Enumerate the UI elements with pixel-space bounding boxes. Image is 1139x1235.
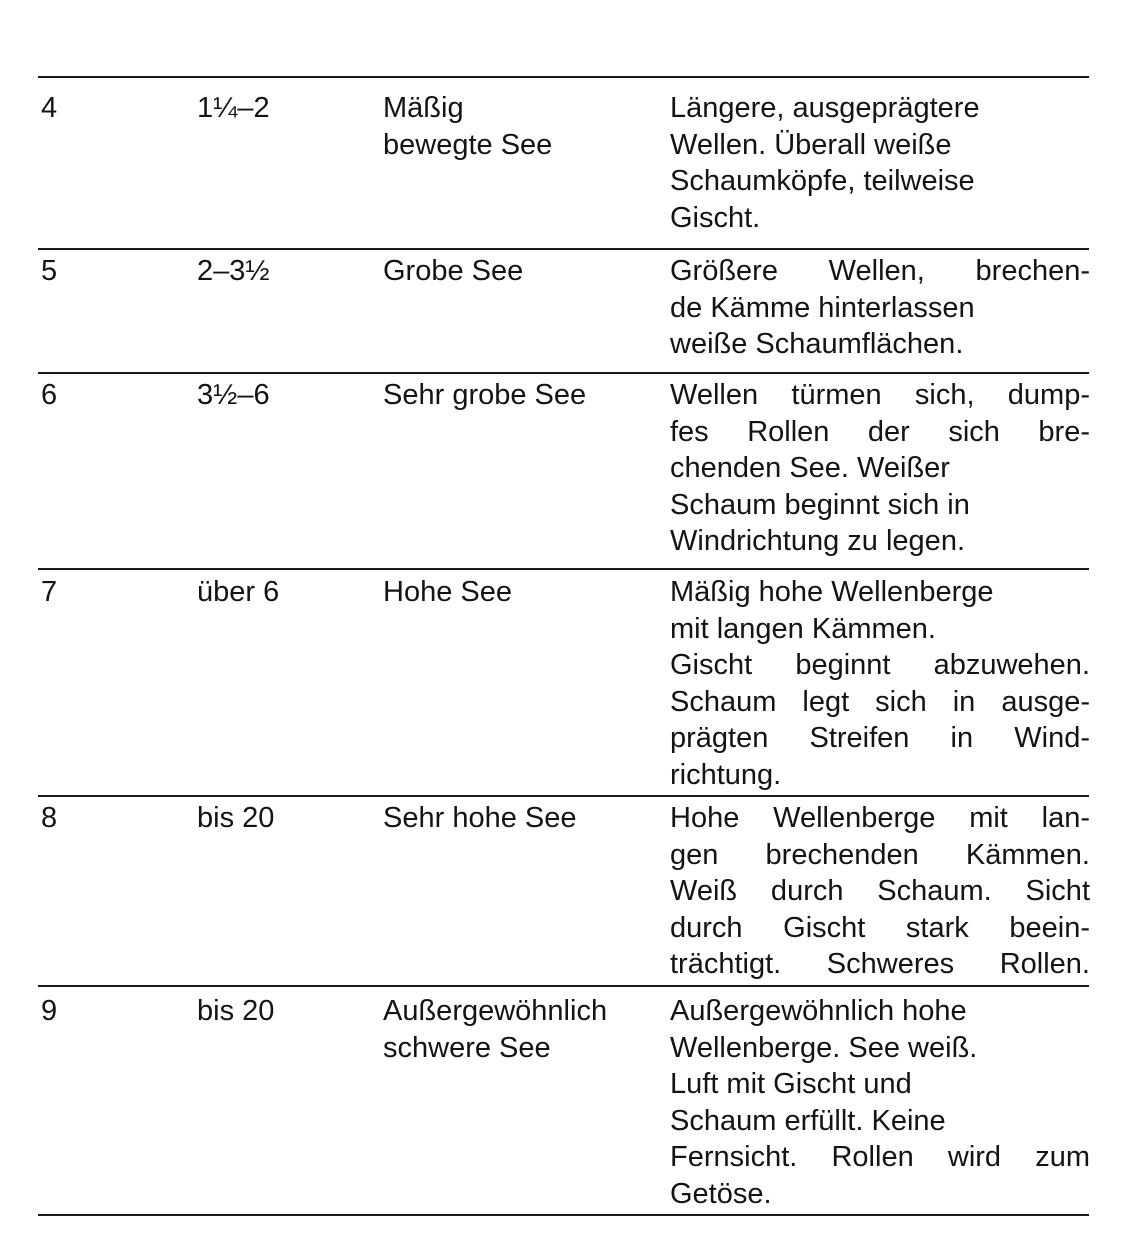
- description-cell: [670, 574, 1090, 793]
- sea-state-name-cell: [383, 574, 512, 611]
- description-cell: [670, 993, 1090, 1212]
- description-line: Größere Wellen, brechen-: [670, 255, 1090, 287]
- description-line: Schaum beginnt sich in: [670, 488, 970, 521]
- row-divider: [38, 248, 1089, 250]
- wind-force-cell: 9: [41, 995, 58, 1027]
- description-line: Schaum legt sich in ausge-: [670, 685, 1090, 718]
- description-line: Gischt beginnt abzuwehen.: [670, 649, 1090, 681]
- wave-height-cell: bis 20: [197, 995, 275, 1027]
- row-divider: [38, 372, 1089, 374]
- description-line: Hohe Wellenberge mit lan-: [670, 802, 1090, 834]
- row-divider: [38, 985, 1089, 987]
- description-line: Getöse.: [670, 1177, 772, 1210]
- description-line: mit langen Kämmen.: [670, 612, 936, 645]
- wave-height-cell: 1¼–2: [197, 92, 270, 124]
- wind-force-cell: 4: [41, 92, 58, 124]
- description-line: trächtigt. Schweres Rollen.: [670, 948, 1090, 980]
- wave-height-cell: 2–3½: [197, 255, 270, 287]
- name-line: Sehr hohe See: [383, 802, 577, 834]
- name-line: bewegte See: [383, 128, 553, 161]
- sea-state-name-cell: [383, 800, 576, 837]
- description-line: Fernsicht. Rollen wird zum: [670, 1141, 1090, 1173]
- sea-state-name-cell: [383, 377, 586, 414]
- description-line: fes Rollen der sich bre-: [670, 415, 1090, 448]
- description-cell: [670, 377, 1090, 560]
- description-line: chenden See. Weißer: [670, 452, 950, 484]
- row-divider: [38, 795, 1089, 797]
- description-line: Luft mit Gischt und: [670, 1068, 912, 1100]
- wave-height-cell: über 6: [197, 576, 280, 608]
- description-line: Gischt.: [670, 201, 761, 234]
- wave-height-cell: 3½–6: [197, 379, 270, 411]
- description-line: Schaumköpfe, teilweise: [670, 165, 975, 197]
- description-line: gen brechenden Kämmen.: [670, 838, 1090, 871]
- description-line: Wellen türmen sich, dump-: [670, 379, 1090, 411]
- description-line: Wellenberge. See weiß.: [670, 1031, 978, 1064]
- wind-force-cell: 8: [41, 802, 58, 834]
- description-line: weiße Schaumflächen.: [670, 328, 964, 360]
- name-line: Grobe See: [383, 255, 524, 287]
- wind-force-cell: 5: [41, 255, 58, 287]
- description-line: Außergewöhnlich hohe: [670, 995, 967, 1027]
- table-bottom-rule: [38, 1214, 1089, 1216]
- description-line: Mäßig hohe Wellenberge: [670, 576, 994, 608]
- description-line: durch Gischt stark beein-: [670, 911, 1090, 944]
- name-line: schwere See: [383, 1031, 551, 1064]
- description-line: prägten Streifen in Wind-: [670, 722, 1090, 754]
- name-line: Sehr grobe See: [383, 379, 587, 411]
- name-line: Außergewöhnlich: [383, 995, 608, 1027]
- description-line: Weiß durch Schaum. Sicht: [670, 875, 1090, 907]
- table-top-rule: [38, 76, 1089, 78]
- description-cell: [670, 800, 1090, 983]
- description-line: Schaum erfüllt. Keine: [670, 1104, 946, 1137]
- description-line: richtung.: [670, 758, 782, 791]
- name-line: Mäßig: [383, 92, 464, 124]
- wind-force-cell: 7: [41, 576, 58, 608]
- sea-state-name-cell: [383, 253, 523, 290]
- wave-height-cell: bis 20: [197, 802, 275, 834]
- sea-state-name-cell: [383, 90, 552, 163]
- description-line: Wellen. Überall weiße: [670, 128, 952, 161]
- description-cell: [670, 90, 1090, 236]
- name-line: Hohe See: [383, 576, 512, 608]
- description-line: de Kämme hinterlassen: [670, 291, 975, 324]
- row-divider: [38, 568, 1089, 570]
- description-line: Windrichtung zu legen.: [670, 525, 965, 557]
- description-cell: [670, 253, 1090, 363]
- description-line: Längere, ausgeprägtere: [670, 92, 980, 124]
- wind-force-cell: 6: [41, 379, 58, 411]
- sea-state-name-cell: [383, 993, 607, 1066]
